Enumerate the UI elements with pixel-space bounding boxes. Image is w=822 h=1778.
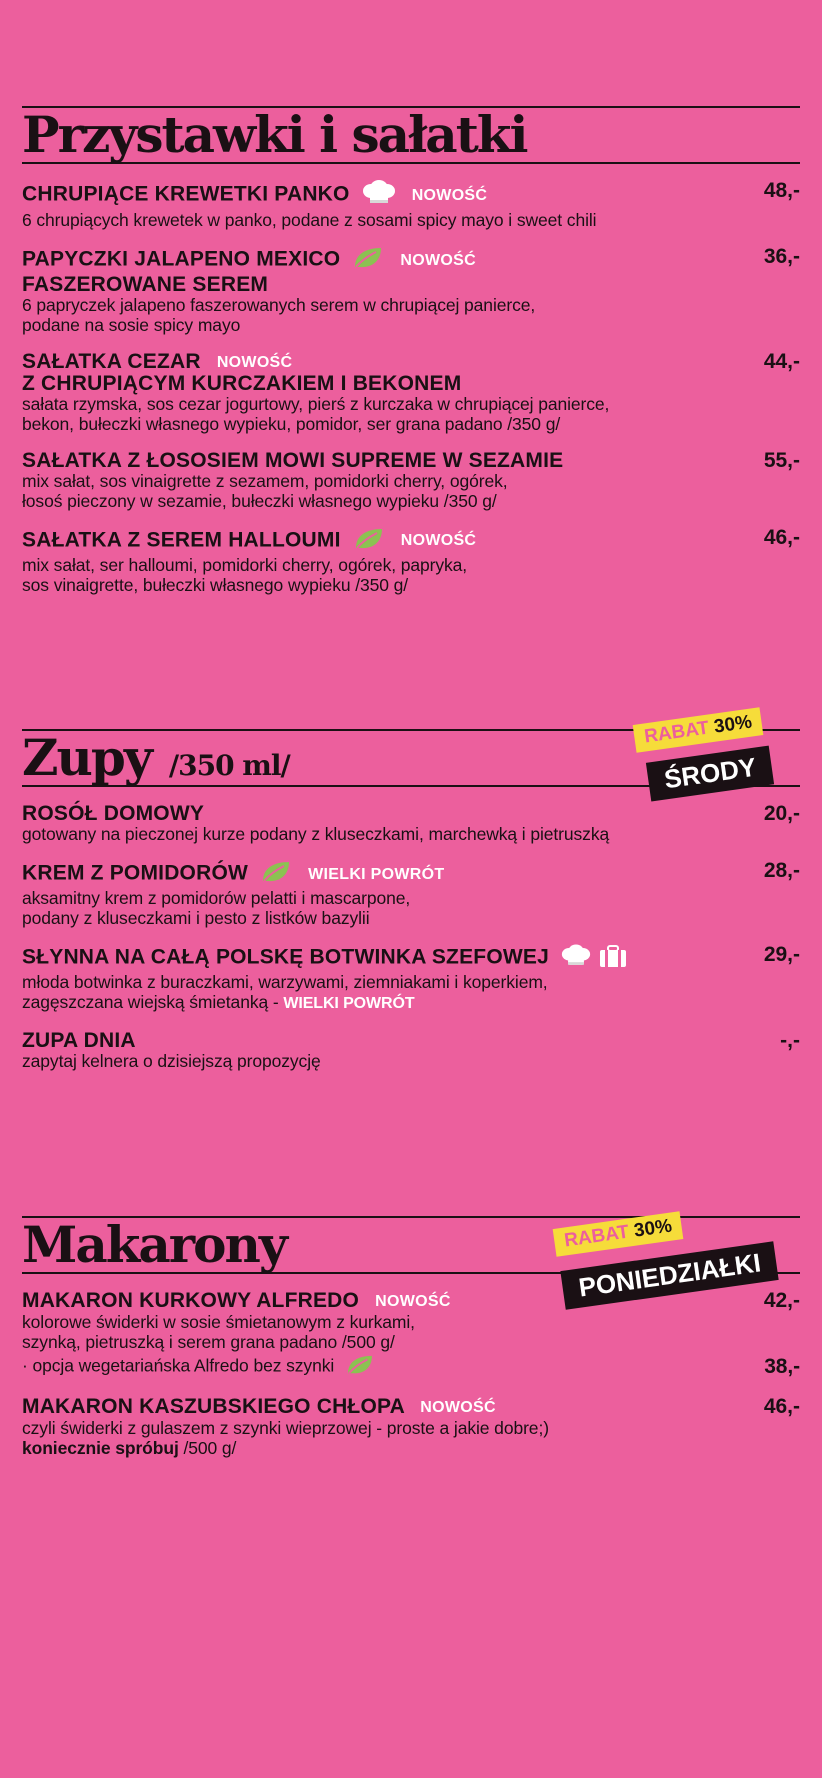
new-badge: NOWOŚĆ [400,251,476,269]
new-badge: NOWOŚĆ [375,1292,451,1310]
section-title-text: Zupy [22,728,151,787]
description-line: łosoś pieczony w sezamie, bułeczki własnego wypieku /350 g/ [22,490,497,511]
section-title: Makarony [22,1215,286,1274]
description-line: gotowany na pieczonej kurze podany z kluseczkami, marchewką i pietruszką [22,824,610,844]
vegetarian-option [22,1354,800,1380]
chef-hat-icon [362,180,396,210]
promo-monday [536,1206,816,1312]
menu-item [22,1030,800,1071]
new-badge: NOWOŚĆ [400,532,477,550]
menu-item [22,944,800,1014]
description-line: kolorowe świderki w sosie śmietanowym z kurkami, [22,1311,415,1332]
option-price: 38,- [764,1354,800,1378]
menu-item [22,860,800,928]
description-line: mix sałat, sos vinaigrette z sezamem, pomidorki cherry, ogórek, [22,470,508,491]
promo-percent: 30% [632,1215,674,1242]
description-line: 6 chrupiących krewetek w panko, podane z sosami spicy mayo i sweet chili [22,210,597,230]
option-label [22,1354,375,1380]
item-price: 29,- [763,943,800,966]
item-price: 44,- [763,350,800,373]
item-price: 36,- [763,245,800,268]
item-name-line2: FASZEROWANE SEREM [22,273,269,296]
description-line: podany z kluseczkami i pesto z listków bazylii [22,908,370,928]
item-price: 55,- [763,448,800,472]
item-name: PAPYCZKI JALAPENO MEXICO [22,247,341,271]
item-description [22,210,800,230]
menu-item [22,351,800,434]
description-line: młoda botwinka z buraczkami, warzywami, ziemniakami i koperkiem, [22,972,548,992]
item-name: ZUPA DNIA [22,1029,136,1052]
menu-item [22,246,800,335]
menu-item [22,180,800,230]
item-name: ROSÓŁ DOMOWY [22,802,205,825]
new-badge: NOWOŚĆ [411,186,488,204]
item-name: SAŁATKA Z SEREM HALLOUMI [22,528,341,552]
item-price: 46,- [763,525,800,549]
section-title [22,728,290,787]
new-badge: NOWOŚĆ [420,1398,496,1416]
section-starters [22,106,800,595]
item-price: -,- [780,1029,800,1052]
item-description [22,1312,800,1380]
leaf-icon [260,860,292,888]
item-description [22,824,800,844]
description-line [22,1438,800,1458]
promo-day: ŚRODY [646,746,775,802]
item-description [22,295,800,335]
item-description [22,471,800,511]
item-price: 20,- [763,802,800,825]
item-name-line2: Z CHRUPIĄCYM KURCZAKIEM I BEKONEM [22,371,462,395]
description-line: mix sałat, ser halloumi, pomidorki cherry, ogórek, papryka, [22,554,468,575]
item-description [22,555,800,595]
description-emphasis: koniecznie spróbuj [22,1437,179,1458]
description-line: zapytaj kelnera o dzisiejszą propozycję [22,1051,321,1071]
menu-item [22,803,800,844]
description-line: 6 papryczek jalapeno faszerowanych serem w chrupiącej panierce, [22,295,536,315]
section-title: Przystawki i sałatki [22,105,527,164]
promo-day: PONIEDZIAŁKI [560,1241,779,1310]
item-description [22,972,800,1014]
comeback-badge: WIELKI POWRÓT [308,865,445,883]
item-name: SAŁATKA Z ŁOSOSIEM MOWI SUPREME W SEZAMIE [22,448,564,472]
promo-percent: 30% [712,711,754,738]
chef-hat-icon [561,944,591,972]
item-name: SŁYNNA NA CAŁĄ POLSKĘ BOTWINKA SZEFOWEJ [22,945,549,969]
menu-item [22,1396,800,1458]
option-text: · opcja wegetariańska Alfredo bez szynki [22,1355,335,1376]
description-line: sos vinaigrette, bułeczki własnego wypieku /350 g/ [22,574,409,595]
menu-item [22,527,800,595]
description-line: szynką, pietruszką i serem grana padano /500 g/ [22,1331,395,1352]
promo-label: RABAT [642,717,711,748]
leaf-icon [345,1354,375,1380]
section-subtitle: /350 ml/ [168,749,290,782]
promo-discount-label [633,707,764,753]
item-name: KREM Z POMIDORÓW [22,861,249,885]
description-line: czyli świderki z gulaszem z szynki wieprzowej - proste a jakie dobre;) [22,1417,549,1438]
comeback-badge: WIELKI POWRÓT [283,995,415,1012]
item-price: 46,- [763,1394,800,1418]
promo-discount-label [553,1211,684,1257]
takeaway-box-icon [599,944,627,972]
item-price: 28,- [763,859,800,882]
section-header [22,105,800,164]
description-line: sałata rzymska, sos cezar jogurtowy, pierś z kurczaka w chrupiącej panierce, [22,393,610,414]
item-description [22,1418,800,1458]
item-price: 42,- [763,1289,800,1312]
description-text: /500 g/ [178,1437,237,1458]
description-text: zagęszczana wiejską śmietanką - [22,992,284,1012]
description-line: aksamitny krem z pomidorów pelatti i mascarpone, [22,888,411,908]
item-name: MAKARON KASZUBSKIEGO CHŁOPA [22,1394,405,1418]
leaf-icon [352,246,384,274]
new-badge: NOWOŚĆ [216,353,293,371]
description-line: bekon, bułeczki własnego wypieku, pomidor, ser grana padano /350 g/ [22,413,561,434]
promo-wednesday [630,708,810,804]
item-name: CHRUPIĄCE KREWETKI PANKO [22,182,350,206]
description-line: podane na sosie spicy mayo [22,315,241,335]
promo-label: RABAT [562,1221,631,1252]
item-price: 48,- [763,179,800,202]
item-description [22,1051,800,1071]
item-name: MAKARON KURKOWY ALFREDO [22,1289,360,1312]
description-line [22,992,800,1014]
menu-item [22,450,800,511]
item-description [22,888,800,928]
item-description [22,394,800,434]
item-name: SAŁATKA CEZAR [22,350,201,373]
leaf-icon [353,527,385,555]
